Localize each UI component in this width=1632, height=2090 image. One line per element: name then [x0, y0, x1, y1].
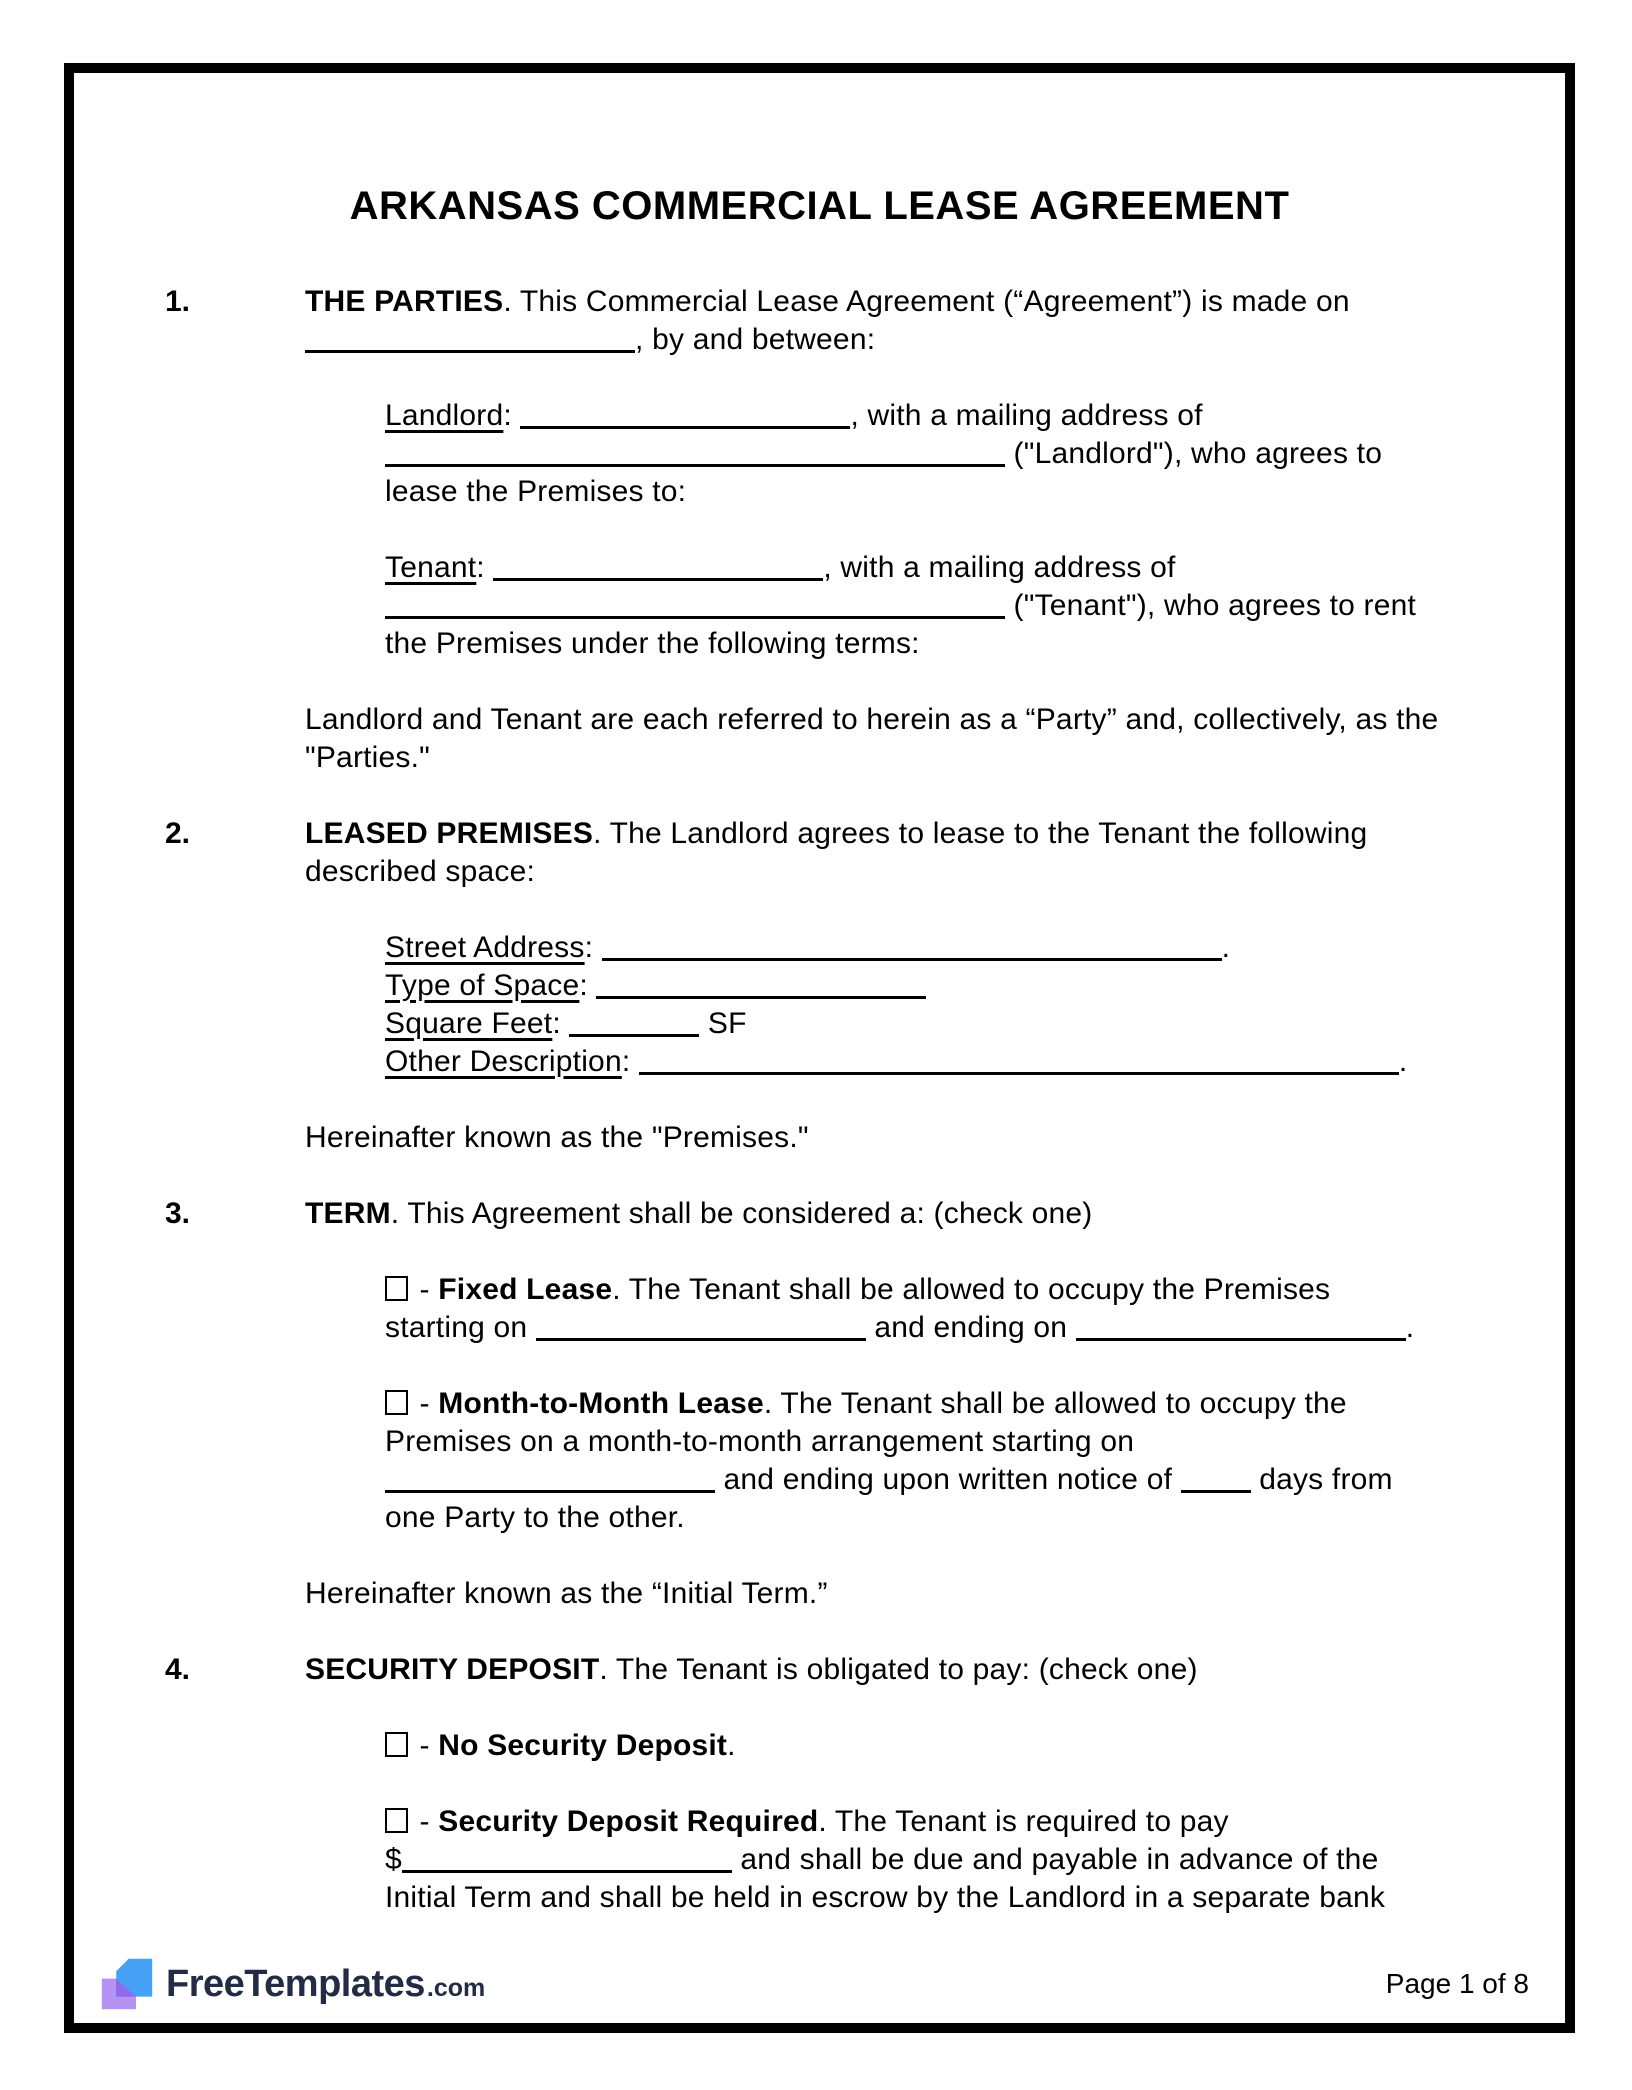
paragraph [305, 815, 1440, 891]
text-run: . The Tenant shall be allowed to occupy the Premises on a month-to-month arrangement starting on [385, 1387, 1347, 1458]
blank-field[interactable] [305, 322, 635, 353]
text-run: . [1405, 1311, 1415, 1344]
section-3 [74, 1195, 1565, 1613]
paragraph [305, 1575, 1440, 1613]
text-run: - [411, 1387, 439, 1420]
checkbox-icon[interactable] [385, 1732, 408, 1757]
section-number: 3. [165, 1197, 191, 1230]
paragraph [385, 1803, 1420, 1917]
paragraph [305, 283, 1440, 359]
text-run: , with a mailing address of [823, 551, 1176, 584]
paragraph [385, 929, 1420, 967]
bold-text-run: LEASED PREMISES [305, 817, 594, 850]
text-run: and ending on [865, 1311, 1076, 1344]
section-body [305, 283, 1565, 777]
text-run: Hereinafter known as the “Initial Term.” [305, 1577, 828, 1610]
section-body [305, 1651, 1565, 1917]
blank-field[interactable] [385, 1462, 715, 1493]
field-label: Landlord [385, 399, 504, 432]
section-4 [74, 1651, 1565, 1917]
text-run: and ending upon written notice of [715, 1463, 1181, 1496]
field-label: Street Address [385, 931, 585, 964]
text-run: - [411, 1805, 439, 1838]
blank-field[interactable] [402, 1842, 732, 1873]
text-run: . [1221, 931, 1231, 964]
bold-text-run: THE PARTIES [305, 285, 504, 318]
text-run: : [503, 399, 521, 432]
brand-wordmark [166, 1963, 485, 2006]
text-run: , with a mailing address of [850, 399, 1203, 432]
checkbox-icon[interactable] [385, 1276, 408, 1301]
blank-field[interactable] [1181, 1462, 1251, 1493]
blank-field[interactable] [596, 968, 926, 999]
text-run: . The Tenant is required to pay [818, 1805, 1229, 1838]
text-run: . The Tenant is obligated to pay: (check one) [599, 1653, 1198, 1686]
paragraph [385, 1727, 1420, 1765]
freetemplates-logo-icon [100, 1957, 154, 2011]
footer-brand-link[interactable] [100, 1957, 485, 2011]
paragraph [385, 1005, 1420, 1043]
text-run: - [411, 1273, 439, 1306]
blank-field[interactable] [493, 550, 823, 581]
blank-field[interactable] [536, 1310, 866, 1341]
paragraph [385, 967, 1420, 1005]
bold-text-run: Month-to-Month Lease [438, 1387, 764, 1420]
document-page [64, 63, 1575, 2033]
page-number: Page 1 of 8 [1385, 1968, 1529, 1999]
blank-field[interactable] [385, 588, 1005, 619]
paragraph [385, 397, 1420, 511]
field-label: Square Feet [385, 1007, 553, 1040]
paragraph [305, 701, 1440, 777]
sections [74, 283, 1565, 1917]
field-label: Type of Space [385, 969, 580, 1002]
text-run: . This Agreement shall be considered a: (check one) [390, 1197, 1093, 1230]
section-2 [74, 815, 1565, 1157]
checkbox-icon[interactable] [385, 1390, 408, 1415]
blank-field[interactable] [639, 1044, 1399, 1075]
section-body [305, 815, 1565, 1157]
text-run: Landlord and Tenant are each referred to herein as a “Party” and, collectively, as the "Parties." [305, 703, 1439, 774]
text-run: : [584, 931, 602, 964]
paragraph [385, 1271, 1420, 1347]
section-number: 4. [165, 1653, 191, 1686]
brand-suffix: .com [426, 1973, 486, 2002]
text-run: ("Landlord"), who agrees to lease the Premises to: [385, 437, 1383, 508]
text-run: and shall be due and payable in advance of the Initial Term and shall be held in escrow by the Landlord in a separate bank [385, 1843, 1386, 1914]
text-run: . [1398, 1045, 1408, 1078]
checkbox-icon[interactable] [385, 1808, 408, 1833]
bold-text-run: No Security Deposit [438, 1729, 728, 1762]
text-run: ("Tenant"), who agrees to rent the Premises under the following terms: [385, 589, 1417, 660]
section-1 [74, 283, 1565, 777]
text-run: : [476, 551, 494, 584]
text-run: : [552, 1007, 570, 1040]
paragraph [385, 549, 1420, 663]
bold-text-run: Fixed Lease [438, 1273, 613, 1306]
currency-symbol: $ [385, 1843, 402, 1876]
currency-blank-field [385, 1843, 732, 1876]
text-run: . The Tenant shall be allowed to occupy the Premises starting on [385, 1273, 1331, 1344]
bold-text-run: Security Deposit Required [438, 1805, 819, 1838]
blank-field[interactable] [385, 436, 1005, 467]
text-run: : [579, 969, 597, 1002]
bold-text-run: TERM [305, 1197, 391, 1230]
brand-name: FreeTemplates [166, 1962, 425, 2005]
document-title: ARKANSAS COMMERCIAL LEASE AGREEMENT [349, 184, 1290, 228]
field-label: Tenant [385, 551, 477, 584]
blank-field[interactable] [602, 930, 1222, 961]
text-run: . This Commercial Lease Agreement (“Agreement”) is made on [503, 285, 1350, 318]
paragraph [385, 1385, 1420, 1537]
text-run: . [727, 1729, 736, 1762]
text-run: : [621, 1045, 639, 1078]
paragraph [385, 1043, 1420, 1081]
text-run: , by and between: [635, 323, 876, 356]
blank-field[interactable] [569, 1006, 699, 1037]
footer [100, 1957, 1529, 2011]
paragraph [305, 1195, 1440, 1233]
blank-field[interactable] [1076, 1310, 1406, 1341]
text-run: - [411, 1729, 439, 1762]
text-run: SF [699, 1007, 747, 1040]
text-run: . The Landlord agrees to lease to the Tenant the following described space: [305, 817, 1368, 888]
section-number: 1. [165, 285, 191, 318]
paragraph [305, 1651, 1440, 1689]
text-run: days from one Party to the other. [385, 1463, 1393, 1534]
section-body [305, 1195, 1565, 1613]
bold-text-run: SECURITY DEPOSIT [305, 1653, 600, 1686]
paragraph [305, 1119, 1440, 1157]
field-label: Other Description [385, 1045, 622, 1078]
blank-field[interactable] [520, 398, 850, 429]
section-number: 2. [165, 817, 191, 850]
text-run: Hereinafter known as the "Premises." [305, 1121, 809, 1154]
